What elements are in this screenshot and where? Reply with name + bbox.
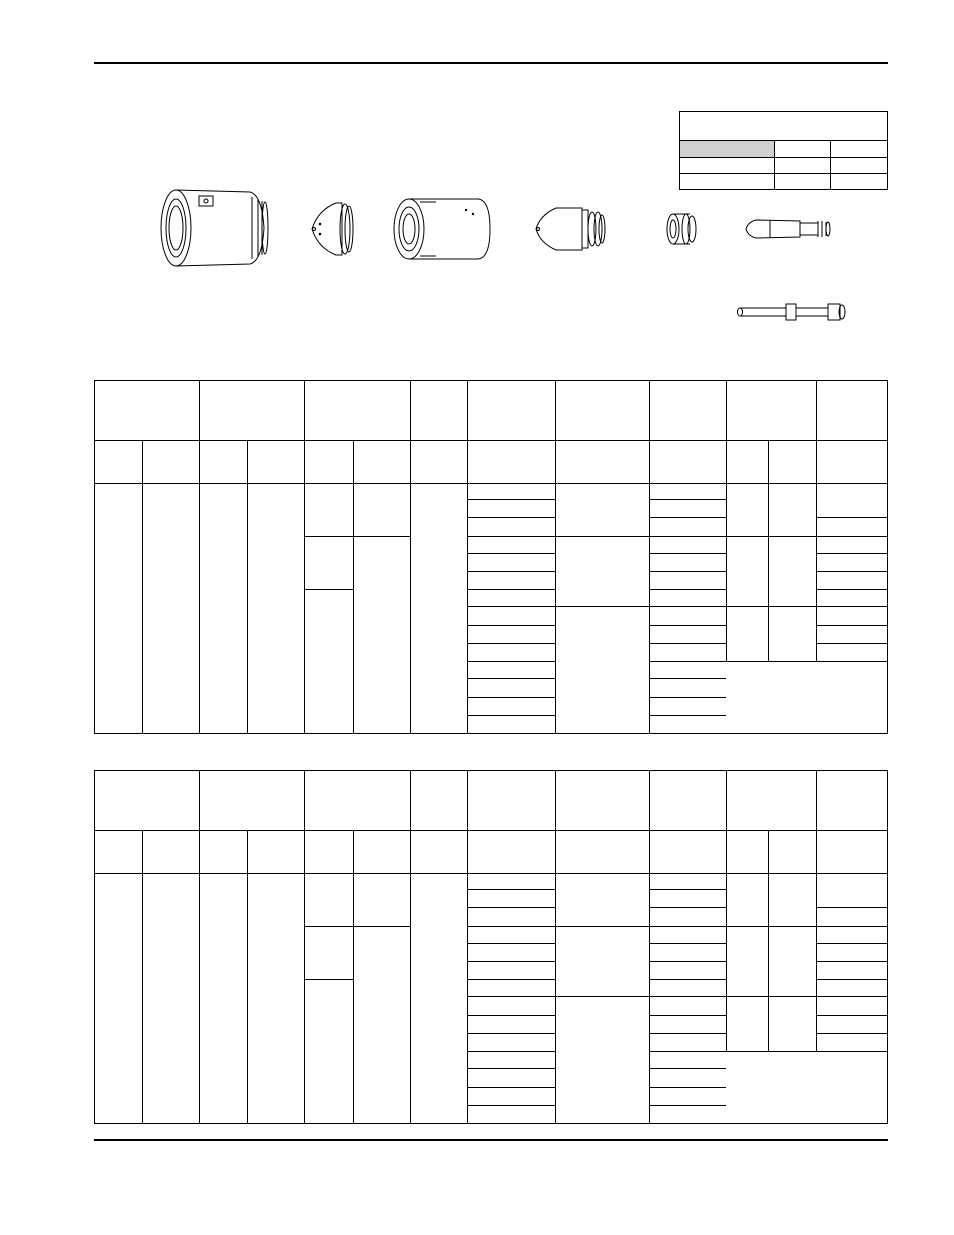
footer-rule [94, 1139, 888, 1141]
shield-cap-icon [161, 190, 268, 266]
retaining-cap-icon [394, 199, 490, 259]
nozzle-icon [536, 208, 605, 250]
shield-icon [312, 203, 353, 255]
water-tube-icon [738, 304, 846, 320]
process-table-bottom [94, 770, 888, 1124]
process-table-top [94, 380, 888, 734]
parts-illustration-row [0, 0, 954, 340]
electrode-icon [746, 220, 830, 238]
process-table-bottom-grid [94, 770, 888, 1124]
process-table-top-grid [94, 380, 888, 734]
swirl-ring-icon [667, 214, 696, 244]
